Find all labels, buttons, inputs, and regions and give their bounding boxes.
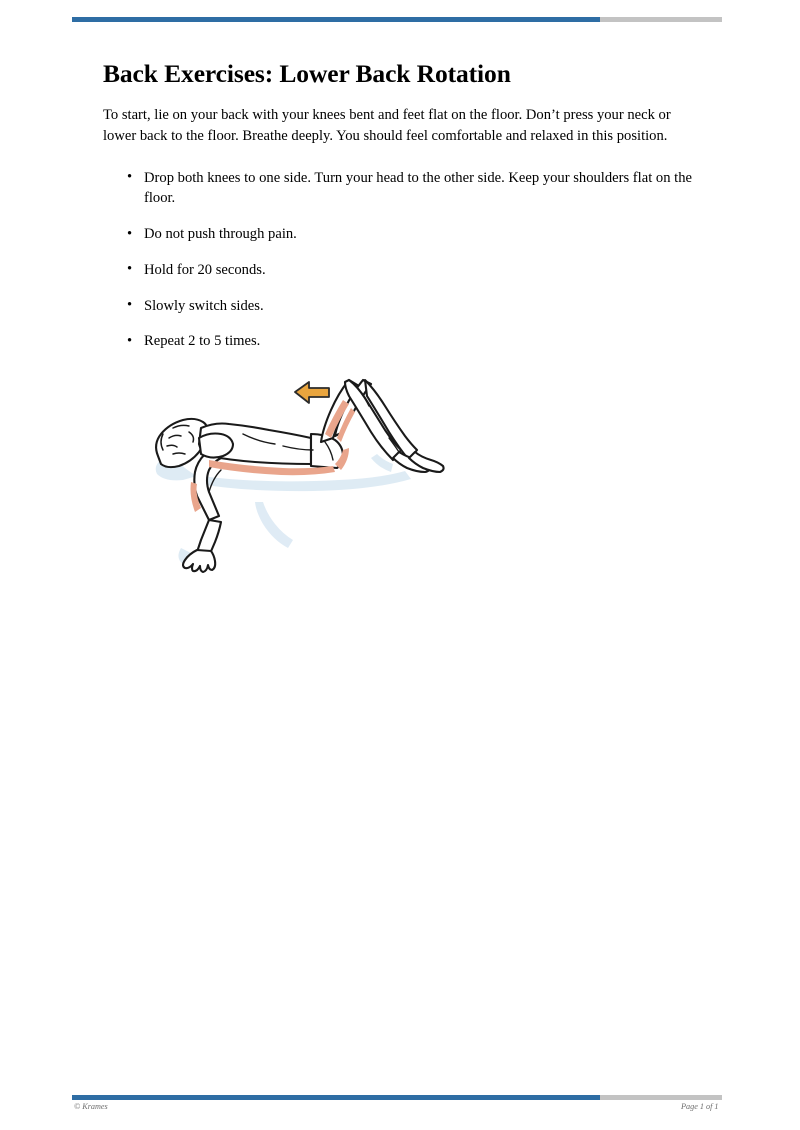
list-item <box>103 168 722 209</box>
person-lying-supine-knees-bent-illustration <box>143 372 453 577</box>
list-item <box>103 224 722 245</box>
bullet-icon: • <box>127 261 133 278</box>
intro-paragraph: To start, lie on your back with your knees bent and feet flat on the floor. Don’t press your neck or lower back to the floor. Breathe deeply. You should feel comfortable and relaxed in this position. <box>103 107 671 145</box>
shoulder <box>199 434 233 458</box>
list-item-text: Repeat 2 to 5 times. <box>144 333 261 350</box>
document-content <box>103 0 703 367</box>
list-item <box>103 331 722 352</box>
footer-copyright: © Krames <box>74 1102 108 1111</box>
footer-page-number: Page 1 of 1 <box>681 1102 719 1111</box>
list-item <box>103 296 722 317</box>
bullet-icon: • <box>127 297 133 314</box>
list-item <box>103 260 722 281</box>
list-item-text: Hold for 20 seconds. <box>144 261 266 278</box>
list-item-text: Do not push through pain. <box>144 226 297 243</box>
bullet-icon: • <box>127 225 133 242</box>
footer-rule-track <box>600 1095 722 1100</box>
left-pointing-arrow <box>295 382 329 403</box>
footer-rule <box>72 1095 722 1100</box>
bullet-icon: • <box>127 169 133 186</box>
footer-rule-accent <box>72 1095 600 1100</box>
list-item-text: Slowly switch sides. <box>144 297 264 314</box>
list-item-text: Drop both knees to one side. Turn your head to the other side. Keep your shoulders flat on the floor. <box>144 169 692 207</box>
instruction-list <box>103 147 703 352</box>
bullet-icon: • <box>127 332 133 349</box>
page-title: Back Exercises: Lower Back Rotation <box>103 59 511 88</box>
